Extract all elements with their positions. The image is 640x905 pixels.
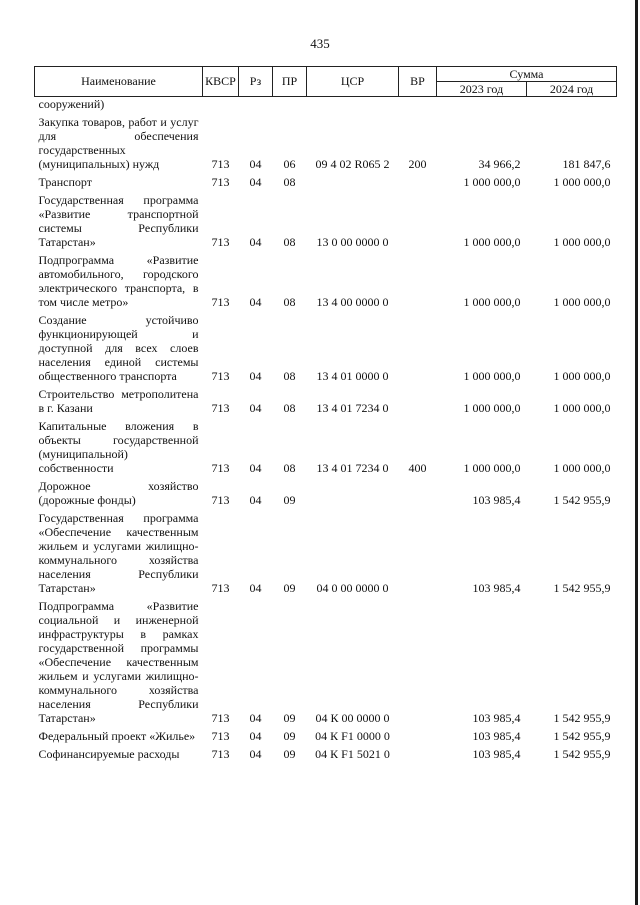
row-vr: 400 [408, 461, 427, 475]
row-amount-2024: 1 542 955,9 [553, 747, 611, 761]
row-csr: 04 К F1 0000 0 [315, 729, 390, 743]
row-amount-2023: 1 000 000,0 [463, 295, 521, 309]
row-kvsr: 713 [211, 295, 230, 309]
row-csr: 04 К F1 5021 0 [315, 747, 390, 761]
table-header [35, 67, 617, 97]
row-rz: 04 [249, 729, 262, 743]
row-name: Закупка товаров, работ и услуг для обеспечения государственных (муниципальных) нужд [38, 115, 199, 171]
row-rz: 04 [249, 157, 262, 171]
row-csr [307, 97, 399, 112]
row-vr [399, 309, 437, 383]
row-pr [273, 97, 307, 112]
row-amount-2024: 1 000 000,0 [553, 461, 611, 475]
row-amount-2023: 1 000 000,0 [463, 175, 521, 189]
row-rz: 04 [249, 711, 262, 725]
row-name: Подпрограмма «Развитие автомобильного, городского электрического транспорта, в том числе метро» [38, 253, 199, 309]
row-name: Федеральный проект «Жилье» [38, 729, 196, 743]
row-name: Дорожное хозяйство (дорожные фонды) [38, 479, 199, 507]
row-pr: 08 [283, 401, 296, 415]
row-amount-2023: 1 000 000,0 [463, 369, 521, 383]
row-kvsr: 713 [211, 729, 230, 743]
row-kvsr: 713 [211, 581, 230, 595]
row-kvsr: 713 [211, 175, 230, 189]
row-kvsr: 713 [211, 747, 230, 761]
row-rz: 04 [249, 295, 262, 309]
header-pr: ПР [273, 67, 307, 97]
row-kvsr: 713 [211, 461, 230, 475]
header-rz: Рз [239, 67, 273, 97]
row-rz: 04 [249, 493, 262, 507]
row-amount-2024: 1 542 955,9 [553, 711, 611, 725]
row-name: Софинансируемые расходы [38, 747, 180, 761]
row-amount-2023: 103 985,4 [472, 711, 521, 725]
row-amount-2024: 1 542 955,9 [553, 493, 611, 507]
row-vr [399, 189, 437, 249]
row-pr: 09 [283, 711, 296, 725]
header-sum: Сумма [437, 67, 617, 82]
row-amount-2023: 103 985,4 [472, 581, 521, 595]
row-vr [399, 507, 437, 595]
row-amount-2024: 1 000 000,0 [553, 401, 611, 415]
page-number: 435 [310, 36, 330, 51]
row-name: Транспорт [38, 175, 92, 189]
row-rz [239, 97, 273, 112]
scan-edge-line [635, 0, 638, 905]
row-amount-2023: 1 000 000,0 [463, 461, 521, 475]
table-row [35, 475, 617, 507]
table-row [35, 171, 617, 189]
row-vr [399, 383, 437, 415]
row-rz: 04 [249, 747, 262, 761]
row-name: Подпрограмма «Развитие социальной и инженерной инфраструктуры в рамках государственной программы «Обеспечение качественным жильем и услугами жилищно-коммунального хозяйства населения Республики Татарстан» [38, 599, 199, 725]
row-amount-2023 [437, 97, 527, 112]
table-row [35, 309, 617, 383]
row-vr [399, 725, 437, 743]
row-vr [399, 171, 437, 189]
budget-table [34, 66, 617, 761]
row-amount-2023: 1 000 000,0 [463, 235, 521, 249]
row-pr: 08 [283, 295, 296, 309]
row-kvsr: 713 [211, 401, 230, 415]
row-amount-2023: 103 985,4 [472, 729, 521, 743]
row-vr: 200 [408, 157, 427, 171]
row-name: Государственная программа «Развитие транспортной системы Республики Татарстан» [38, 193, 199, 249]
row-kvsr: 713 [211, 493, 230, 507]
row-rz: 04 [249, 175, 262, 189]
row-csr [307, 171, 399, 189]
row-pr: 08 [283, 235, 296, 249]
row-csr: 13 4 01 7234 0 [316, 401, 389, 415]
row-amount-2024: 1 542 955,9 [553, 729, 611, 743]
row-kvsr: 713 [211, 369, 230, 383]
row-pr: 09 [283, 729, 296, 743]
row-amount-2024: 1 000 000,0 [553, 295, 611, 309]
row-amount-2024: 1 000 000,0 [553, 369, 611, 383]
table-row [35, 189, 617, 249]
header-kvsr: КВСР [203, 67, 239, 97]
row-amount-2023: 1 000 000,0 [463, 401, 521, 415]
row-csr: 09 4 02 R065 2 [315, 157, 390, 171]
row-pr: 08 [283, 369, 296, 383]
row-kvsr: 713 [211, 157, 230, 171]
row-vr [399, 475, 437, 507]
row-amount-2024: 1 000 000,0 [553, 175, 611, 189]
header-vr: ВР [399, 67, 437, 97]
table-row [35, 97, 617, 112]
row-csr: 13 4 01 0000 0 [316, 369, 389, 383]
row-kvsr [203, 97, 239, 112]
row-amount-2023: 103 985,4 [472, 493, 521, 507]
row-csr: 13 0 00 0000 0 [316, 235, 389, 249]
row-amount-2023: 34 966,2 [478, 157, 521, 171]
row-vr [399, 595, 437, 725]
header-name: Наименование [35, 67, 203, 97]
row-pr: 09 [283, 747, 296, 761]
table-row [35, 111, 617, 171]
row-pr: 06 [283, 157, 296, 171]
table-body [35, 97, 617, 762]
row-csr: 04 0 00 0000 0 [316, 581, 389, 595]
row-kvsr: 713 [211, 711, 230, 725]
table-row [35, 383, 617, 415]
row-vr [399, 97, 437, 112]
table-row [35, 415, 617, 475]
row-csr: 13 4 00 0000 0 [316, 295, 389, 309]
row-amount-2023: 103 985,4 [472, 747, 521, 761]
row-vr [399, 249, 437, 309]
row-rz: 04 [249, 401, 262, 415]
table-row [35, 595, 617, 725]
row-rz: 04 [249, 461, 262, 475]
row-csr: 04 К 00 0000 0 [315, 711, 390, 725]
row-pr: 09 [283, 493, 296, 507]
row-kvsr: 713 [211, 235, 230, 249]
budget-table-container [34, 66, 616, 761]
row-amount-2024 [527, 97, 617, 112]
row-pr: 08 [283, 175, 296, 189]
table-row [35, 507, 617, 595]
row-csr: 13 4 01 7234 0 [316, 461, 389, 475]
row-amount-2024: 181 847,6 [562, 157, 611, 171]
table-row [35, 249, 617, 309]
row-csr [307, 475, 399, 507]
header-year-2024: 2024 год [527, 82, 617, 97]
row-name: сооружений) [38, 97, 105, 111]
row-name: Государственная программа «Обеспечение качественным жильем и услугами жилищно-коммунального хозяйства населения Республики Татарстан» [38, 511, 199, 595]
row-name: Создание устойчиво функционирующей и доступной для всех слоев населения единой системы общественного транспорта [38, 313, 199, 383]
row-name: Капитальные вложения в объекты государственной (муниципальной) собственности [38, 419, 199, 475]
row-amount-2024: 1 000 000,0 [553, 235, 611, 249]
row-amount-2024: 1 542 955,9 [553, 581, 611, 595]
header-csr: ЦСР [307, 67, 399, 97]
row-rz: 04 [249, 369, 262, 383]
row-name: Строительство метрополитена в г. Казани [38, 387, 199, 415]
table-row [35, 743, 617, 761]
row-vr [399, 743, 437, 761]
row-rz: 04 [249, 581, 262, 595]
row-pr: 09 [283, 581, 296, 595]
row-pr: 08 [283, 461, 296, 475]
row-rz: 04 [249, 235, 262, 249]
header-year-2023: 2023 год [437, 82, 527, 97]
table-row [35, 725, 617, 743]
